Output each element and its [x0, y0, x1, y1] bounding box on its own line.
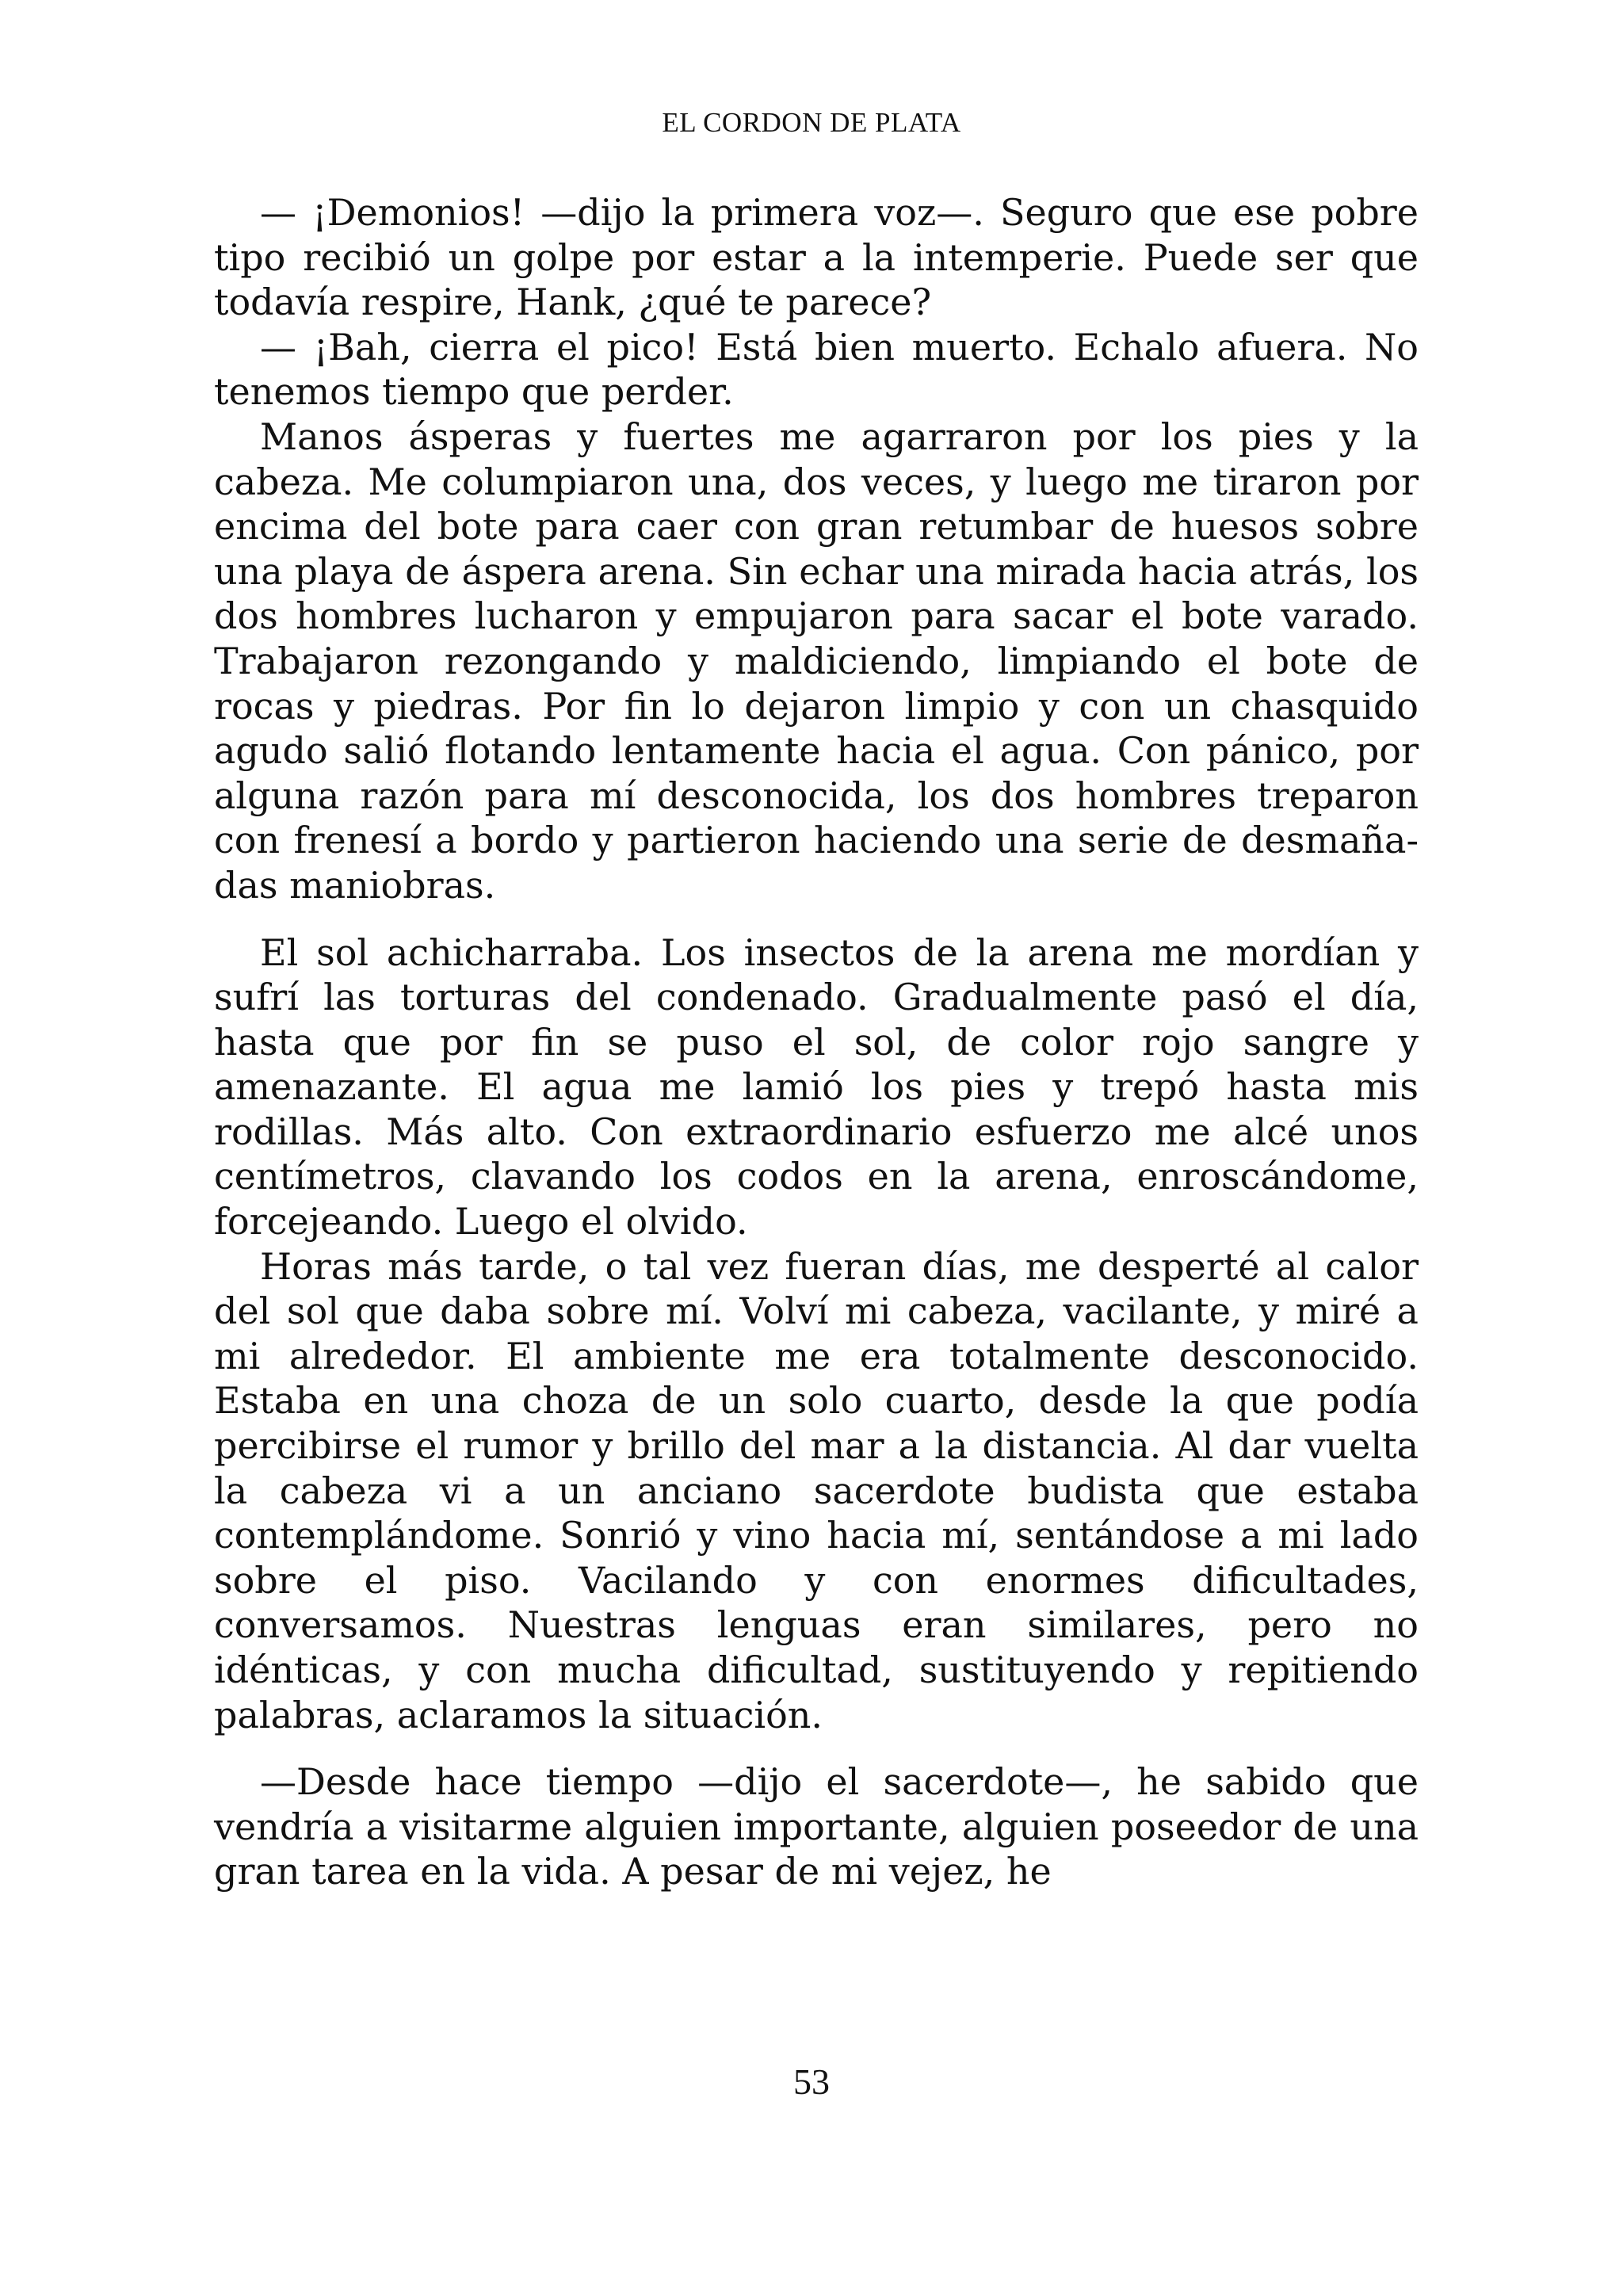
paragraph-3: Manos ásperas y fuertes me agarraron por los pies y la cabeza. Me columpiaron una, dos veces, y luego me tiraron por encima del bote para caer con gran retumbar de huesos sobre una playa de áspera arena. Sin echar una mirada hacia atrás, los dos hombres lucharon y empujaron para sacar el bote varado. Trabajaron rezongando y maldiciendo, limpiando el bote de rocas y piedras. Por fin lo dejaron limpio y con un chasquido agudo salió flotando lentamente hacia el agua. Con pánico, por alguna razón para mí desconocida, los dos hombres treparon con frenesí a bordo y partieron haciendo una serie de desmañadas maniobras. [214, 415, 1419, 907]
running-head: EL CORDON DE PLATA [662, 107, 961, 138]
paragraph-5: Horas más tarde, o tal vez fueran días, me desperté al calor del sol que daba sobre mí. Volví mi cabeza, vacilante, y miré a mi alrededor. El ambiente me era totalmente desconocido. Estaba en una choza de un solo cuarto, desde la que podía percibirse el rumor y brillo del mar a la distancia. Al dar vuelta la cabeza vi a un anciano sacerdote budista que estaba contemplándome. Sonrió y vino hacia mí, sentándose a mi lado sobre el piso. Vacilando y con enormes dificultades, conversamos. Nuestras lenguas eran similares, pero no idénticas, y con mucha dificultad, sustituyendo y repitiendo palabras, aclaramos la situación. [214, 1244, 1419, 1736]
page-number: 53 [793, 2061, 830, 2102]
paragraph-2: — ¡Bah, cierra el pico! Está bien muerto. Echalo afuera. No tenemos tiempo que perder. [214, 325, 1419, 414]
body-text [214, 190, 1419, 1894]
paragraph-6: —Desde hace tiempo —dijo el sacerdote—, he sabido que vendría a visitarme alguien importante, alguien poseedor de una gran tarea en la vida. A pesar de mi vejez, he [214, 1760, 1419, 1893]
paragraph-1: — ¡Demonios! —dijo la primera voz—. Seguro que ese pobre tipo recibió un golpe por estar a la intemperie. Puede ser que todavía respire, Hank, ¿qué te parece? [214, 191, 1419, 324]
paragraph-4: El sol achicharraba. Los insectos de la arena me mordían y sufrí las torturas del condenado. Gradualmente pasó el día, hasta que por fin se puso el sol, de color rojo sangre y amenazante. El agua me lamió los pies y trepó hasta mis rodillas. Más alto. Con extraordinario esfuerzo me alcé unos centímetros, clavando los codos en la arena, enroscándome, forcejeando. Luego el olvido. [214, 930, 1419, 1244]
